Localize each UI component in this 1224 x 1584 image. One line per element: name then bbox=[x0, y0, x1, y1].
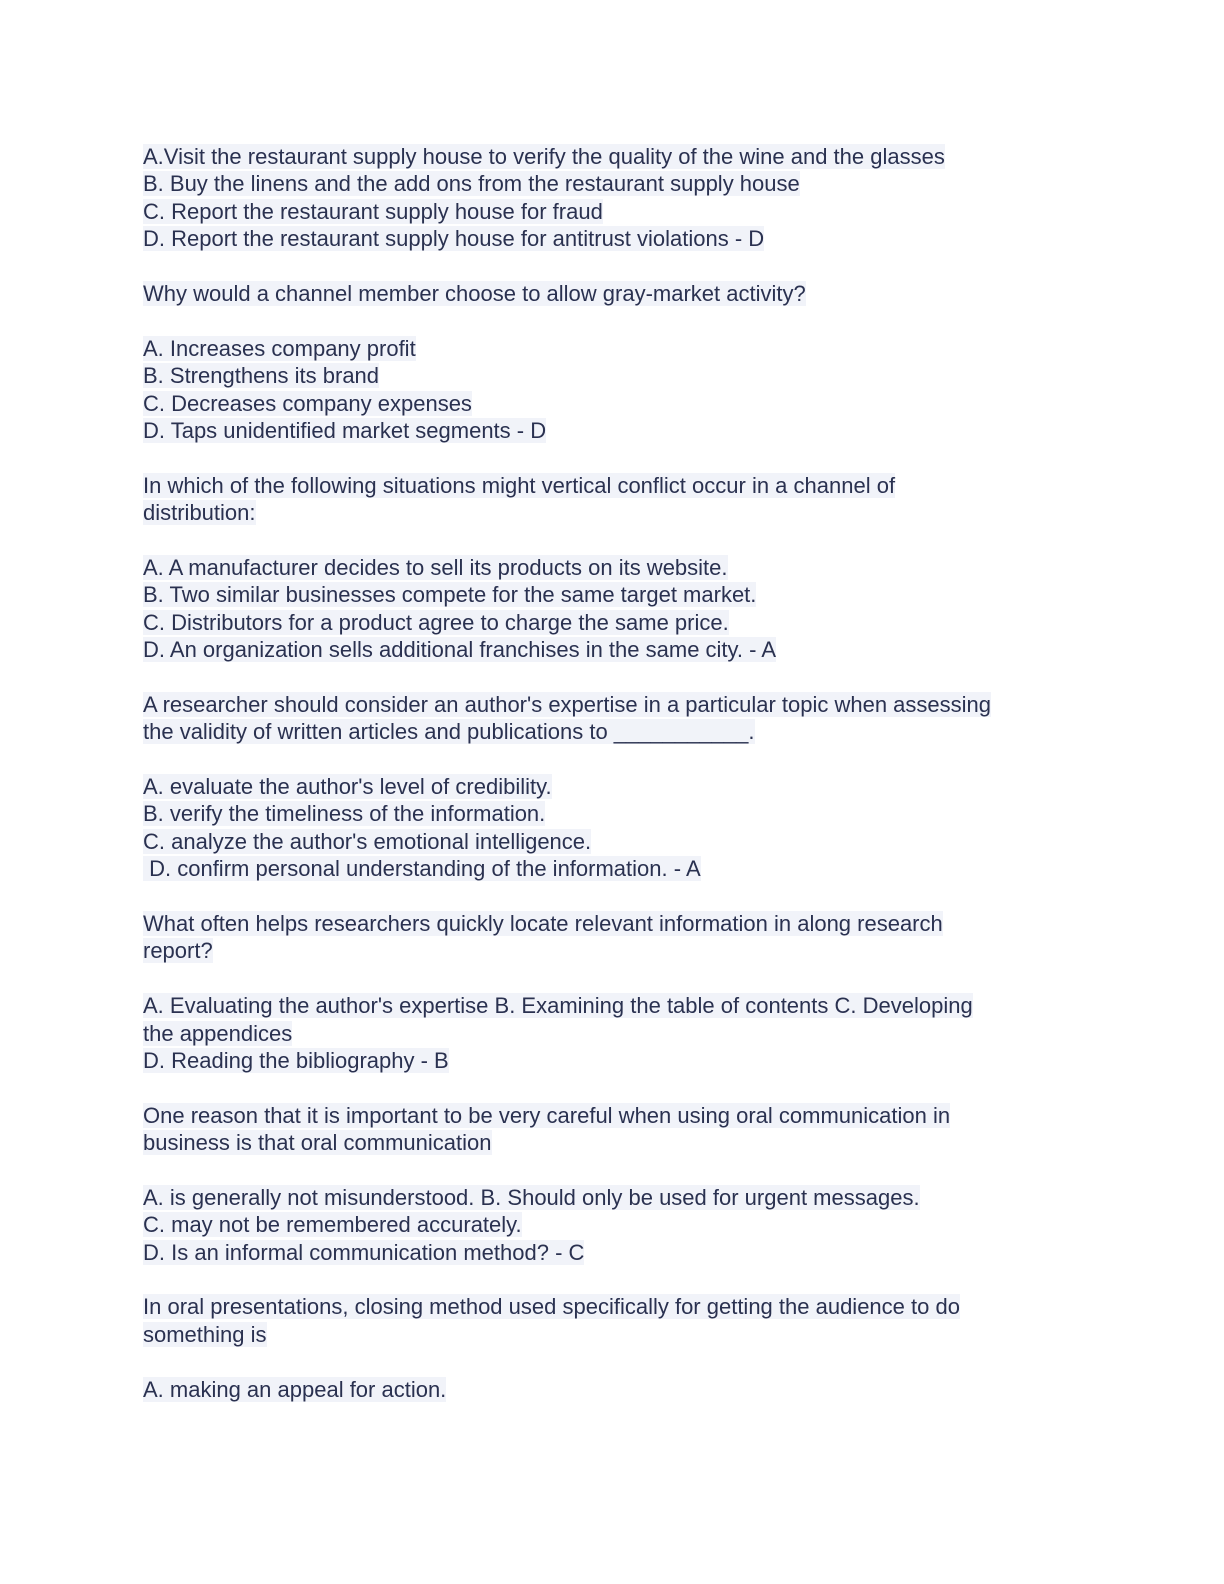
option-line bbox=[143, 636, 1073, 663]
text-span: B. Two similar businesses compete for the same target market. bbox=[143, 582, 757, 608]
option-line bbox=[143, 225, 1073, 252]
paragraph-gap bbox=[143, 1266, 1073, 1293]
question-text bbox=[143, 910, 1073, 965]
text-span: In oral presentations, closing method used specifically for getting the audience to do bbox=[143, 1294, 960, 1320]
text-span: B. Strengthens its brand bbox=[143, 363, 380, 389]
question-line bbox=[143, 718, 1073, 745]
answer-options bbox=[143, 1376, 1073, 1403]
answer-options bbox=[143, 773, 1073, 883]
text-span: A. Increases company profit bbox=[143, 335, 416, 361]
text-span: D. Report the restaurant supply house for antitrust violations - D bbox=[143, 226, 765, 252]
text-span: the appendices bbox=[143, 1020, 293, 1046]
text-span: something is bbox=[143, 1321, 267, 1347]
question-text bbox=[143, 691, 1073, 746]
question-line bbox=[143, 1102, 1073, 1129]
option-line bbox=[143, 1020, 1073, 1047]
option-line bbox=[143, 800, 1073, 827]
option-line bbox=[143, 828, 1073, 855]
text-span: C. may not be remembered accurately. bbox=[143, 1212, 522, 1238]
question-text bbox=[143, 280, 1073, 307]
paragraph-gap bbox=[143, 253, 1073, 280]
text-span: A. is generally not misunderstood. B. Should only be used for urgent messages. bbox=[143, 1184, 920, 1210]
option-line bbox=[143, 1047, 1073, 1074]
text-span: A researcher should consider an author's expertise in a particular topic when assessing bbox=[143, 691, 991, 717]
text-span: What often helps researchers quickly locate relevant information in along research bbox=[143, 910, 943, 936]
paragraph-gap bbox=[143, 965, 1073, 992]
answer-options bbox=[143, 554, 1073, 664]
document-body bbox=[143, 143, 1073, 1403]
question-line bbox=[143, 1293, 1073, 1320]
option-line bbox=[143, 362, 1073, 389]
option-line bbox=[143, 1184, 1073, 1211]
answer-options bbox=[143, 335, 1073, 445]
text-span: A. making an appeal for action. bbox=[143, 1376, 447, 1402]
text-span: One reason that it is important to be very careful when using oral communication in bbox=[143, 1102, 951, 1128]
text-span: C. Decreases company expenses bbox=[143, 390, 472, 416]
option-line bbox=[143, 855, 1073, 882]
text-span: A. Evaluating the author's expertise B. Examining the table of contents C. Developing bbox=[143, 993, 973, 1019]
answer-options bbox=[143, 1184, 1073, 1266]
paragraph-gap bbox=[143, 1156, 1073, 1183]
option-line bbox=[143, 198, 1073, 225]
option-line bbox=[143, 1211, 1073, 1238]
question-line bbox=[143, 499, 1073, 526]
question-text bbox=[143, 472, 1073, 527]
text-span: report? bbox=[143, 938, 213, 964]
option-line bbox=[143, 335, 1073, 362]
question-text bbox=[143, 1293, 1073, 1348]
text-span: A. A manufacturer decides to sell its products on its website. bbox=[143, 554, 728, 580]
text-span: D. Is an informal communication method? - C bbox=[143, 1239, 585, 1265]
option-line bbox=[143, 554, 1073, 581]
question-line bbox=[143, 472, 1073, 499]
text-span: D. confirm personal understanding of the information. - A bbox=[143, 856, 701, 882]
text-span: C. Report the restaurant supply house for fraud bbox=[143, 198, 603, 224]
question-line bbox=[143, 910, 1073, 937]
question-text bbox=[143, 1102, 1073, 1157]
option-line bbox=[143, 1376, 1073, 1403]
option-line bbox=[143, 581, 1073, 608]
option-line bbox=[143, 170, 1073, 197]
option-line bbox=[143, 390, 1073, 417]
text-span: In which of the following situations might vertical conflict occur in a channel of bbox=[143, 472, 896, 498]
paragraph-gap bbox=[143, 663, 1073, 690]
text-span: D. An organization sells additional franchises in the same city. - A bbox=[143, 637, 777, 663]
paragraph-gap bbox=[143, 307, 1073, 334]
option-line bbox=[143, 773, 1073, 800]
question-line bbox=[143, 1321, 1073, 1348]
text-span: C. analyze the author's emotional intelligence. bbox=[143, 828, 592, 854]
text-span: distribution: bbox=[143, 500, 256, 526]
option-line bbox=[143, 992, 1073, 1019]
question-line bbox=[143, 1129, 1073, 1156]
text-span: Why would a channel member choose to allow gray-market activity? bbox=[143, 280, 806, 306]
text-span: A.Visit the restaurant supply house to verify the quality of the wine and the glasses bbox=[143, 144, 945, 169]
paragraph-gap bbox=[143, 1348, 1073, 1375]
question-line bbox=[143, 691, 1073, 718]
text-span: B. Buy the linens and the add ons from the restaurant supply house bbox=[143, 171, 800, 197]
answer-options bbox=[143, 992, 1073, 1074]
text-span: business is that oral communication bbox=[143, 1130, 492, 1156]
option-line bbox=[143, 143, 1073, 170]
paragraph-gap bbox=[143, 1074, 1073, 1101]
paragraph-gap bbox=[143, 444, 1073, 471]
paragraph-gap bbox=[143, 746, 1073, 773]
answer-options bbox=[143, 143, 1073, 253]
question-line bbox=[143, 937, 1073, 964]
option-line bbox=[143, 1239, 1073, 1266]
text-span: D. Reading the bibliography - B bbox=[143, 1047, 449, 1073]
paragraph-gap bbox=[143, 526, 1073, 553]
question-line bbox=[143, 280, 1073, 307]
text-span: C. Distributors for a product agree to charge the same price. bbox=[143, 609, 729, 635]
paragraph-gap bbox=[143, 883, 1073, 910]
text-span: A. evaluate the author's level of credibility. bbox=[143, 773, 552, 799]
text-span: the validity of written articles and publications to ___________. bbox=[143, 719, 755, 745]
option-line bbox=[143, 417, 1073, 444]
text-span: D. Taps unidentified market segments - D bbox=[143, 417, 547, 443]
option-line bbox=[143, 609, 1073, 636]
text-span: B. verify the timeliness of the information. bbox=[143, 801, 546, 827]
